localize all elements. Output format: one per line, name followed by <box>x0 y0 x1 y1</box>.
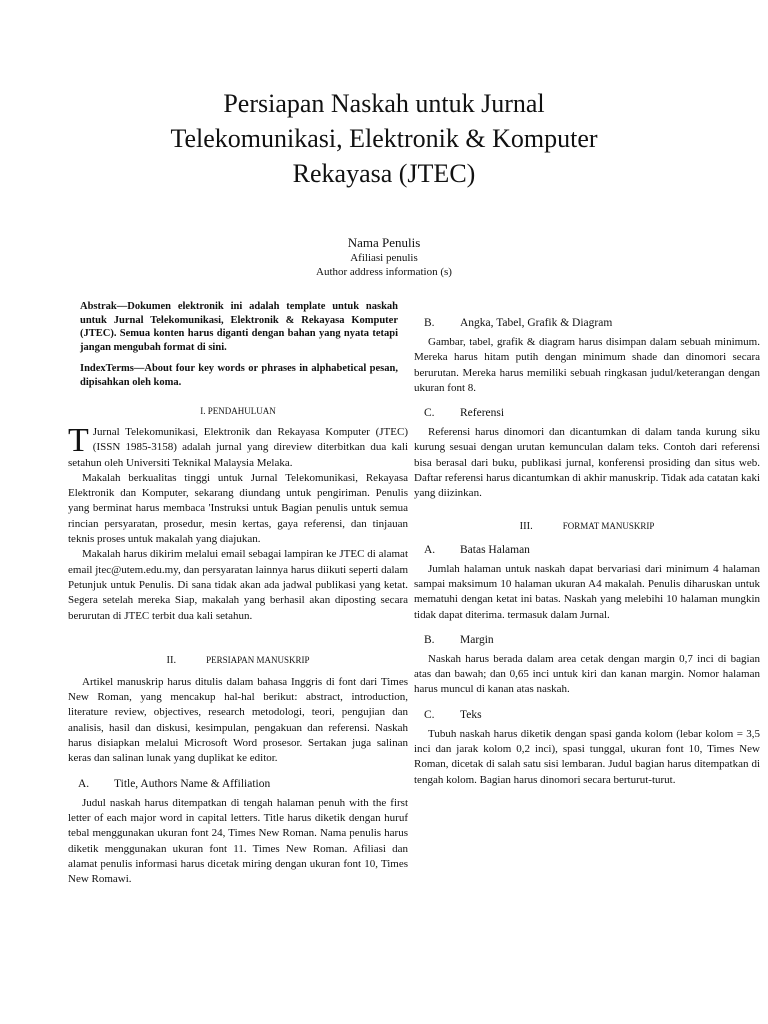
references-paragraph: Referensi harus dinomori dan dicantumkan di dalam tanda kurung siku kurung sesuai dengan urutan kemunculan dalam teks. Contoh dari referensi bisa berasal dari buku, publikasi jurnal, konferensi prosiding dan situs web. Daftar referensi harus dicantumkan di akhir manuskrip. Tidak ada catatan kaki yang diizinkan. <box>414 426 760 500</box>
title-line-1: Persiapan Naskah untuk Jurnal <box>223 89 545 118</box>
intro-paragraph-2: Makalah berkualitas tinggi untuk Jurnal Telekomunikasi, Rekayasa Elektronik dan Komputer, sekarang diundang untuk pengiriman. Penulis yang berminat harus membaca 'Instruksi untuk Bagian penulis untuk semua rincian persyaratan, prosedur, mesin kertas, gaya referensi, dan tinjauan teknis proses untuk makalah yang diajukan. <box>68 471 408 546</box>
subsection-label: B. <box>424 633 435 646</box>
subsection-title: Teks <box>460 708 482 721</box>
intro-paragraph-1 <box>68 422 408 471</box>
author-block <box>0 234 768 279</box>
subsection-heading <box>424 543 760 558</box>
section-title: FORMAT MANUSKRIP <box>562 520 655 531</box>
section-number: III. <box>519 520 533 532</box>
abstract: Abstrak—Dokumen elektronik ini adalah template untuk naskah untuk Jurnal Telekomunikasi, Elektronik & Rekayasa Komputer (JTEC). Semua konten harus diganti dengan bahan yang nyata tetapi jangan mengubah format di sini. <box>80 301 398 353</box>
intro-paragraph-3: Makalah harus dikirim melalui email sebagai lampiran ke JTEC di alamat email jtec@utem.edu.my, dan persyaratan lainnya harus diikuti seperti dalam Petunjuk untuk Penulis. Di sana tidak akan ada jadwal publikasi yang ketat. Segera setelah mereka Siap, makalah yang berhasil akan diposting secara berurutan di JTEC terbit dua kali setahun. <box>68 548 408 622</box>
margin-paragraph: Naskah harus berada dalam area cetak dengan margin 0,7 inci di bagian atas dan bawah; dan 0,65 inci untuk kiri dan kanan margin. Nomor halaman harus muncul di kanan atas naskah. <box>414 652 760 696</box>
subsection-label: A. <box>78 777 90 790</box>
left-column <box>68 300 408 887</box>
subsection-heading <box>424 633 760 648</box>
title-paragraph: Judul naskah harus ditempatkan di tengah halaman penuh with the first letter of each major word in capital letters. Title harus diketik dengan huruf tebal menggunakan ukuran font 24, Times New Roman. Nama penulis harus diketik menggunakan ukuran font 11. Times New Roman. Afiliasi dan alamat penulis informasi harus dicetak miring dengan ukuran font 10, Times New Romawi. <box>68 796 408 886</box>
subsection-heading <box>424 406 760 421</box>
section-heading-preparation <box>68 654 408 667</box>
subsection-title: Angka, Tabel, Grafik & Diagram <box>460 317 613 329</box>
title-line-2: Telekomunikasi, Elektronik & Komputer <box>170 124 598 153</box>
subsection-label: C. <box>424 407 435 420</box>
subsection-title: Referensi <box>460 407 505 420</box>
right-column-content <box>414 306 760 788</box>
section-heading-introduction: I. PENDAHULUAN <box>200 406 276 416</box>
author-name: Nama Penulis <box>347 235 421 250</box>
author-affiliation: Afiliasi penulis <box>350 252 418 264</box>
subsection-heading <box>424 708 760 723</box>
paper-title <box>0 86 768 191</box>
section-title: PERSIAPAN MANUSKRIP <box>206 654 310 665</box>
title-line-3: Rekayasa (JTEC) <box>292 159 476 188</box>
author-address: Author address information (s) <box>316 266 452 278</box>
section-heading-format <box>414 520 760 533</box>
page-limit-paragraph: Jumlah halaman untuk naskah dapat bervariasi dari minimum 4 halaman sampai maksimum 10 halaman ukuran A4 makalah. Penulis diharuskan untuk mematuhi dengan ketat ini batas. Naskah yang melebihi 10 halaman mungkin tidak dapat diterima. termasuk dalam Jurnal. <box>414 562 760 621</box>
preparation-paragraph: Artikel manuskrip harus ditulis dalam bahasa Inggris di font dari Times New Roman, yang mencakup hal-hal berikut: abstract, introduction, literature review, objectives, research metodologi, teori, pengujian dan analisis, hasil dan diskusi, kesimpulan, pengakuan dan referensi. Naskah harus disiapkan melalui Microsoft Word prosesor. Sertakan juga salinan keras dan salinan lunak yang duplikat ke editor. <box>68 675 408 765</box>
intro-paragraph-1-text: Jurnal Telekomunikasi, Elektronik dan Rekayasa Komputer (JTEC) (ISSN 1985-3158) adalah jurnal yang direview diterbitkan dua kali setahun oleh Universiti Teknikal Malaysia Melaka. <box>68 426 408 469</box>
subsection-title: Margin <box>460 633 494 646</box>
subsection-title: Title, Authors Name & Affiliation <box>114 777 271 790</box>
subsection-title: Batas Halaman <box>460 543 530 556</box>
section-number: II. <box>166 654 177 666</box>
subsection-heading <box>78 777 408 792</box>
text-paragraph: Tubuh naskah harus diketik dengan spasi ganda kolom (lebar kolom = 3,5 inci dan jarak kolom 0,2 inci), spasi tunggal, ukuran font 10, Times New Roman, dicetak di salah satu sisi lembaran. Judul bagian harus ditempatkan di tengah kolom. Bagian harus dinomori secara berturut-turut. <box>414 727 760 786</box>
subsection-heading <box>424 316 760 331</box>
subsection-label: C. <box>424 708 435 721</box>
subsection-label: A. <box>424 543 436 556</box>
figures-paragraph: Gambar, tabel, grafik & diagram harus disimpan dalam sebuah minimum. Mereka harus hitam putih dengan minimum shade dan dinomori secara berurutan. Mereka harus memiliki sebuah ringkasan judul/keterangan dengan ukuran font 8. <box>414 336 760 394</box>
index-terms: IndexTerms—About four key words or phrases in alphabetical pesan, dipisahkan oleh koma. <box>80 363 398 388</box>
subsection-label: B. <box>424 317 435 329</box>
drop-cap: T <box>68 422 89 459</box>
